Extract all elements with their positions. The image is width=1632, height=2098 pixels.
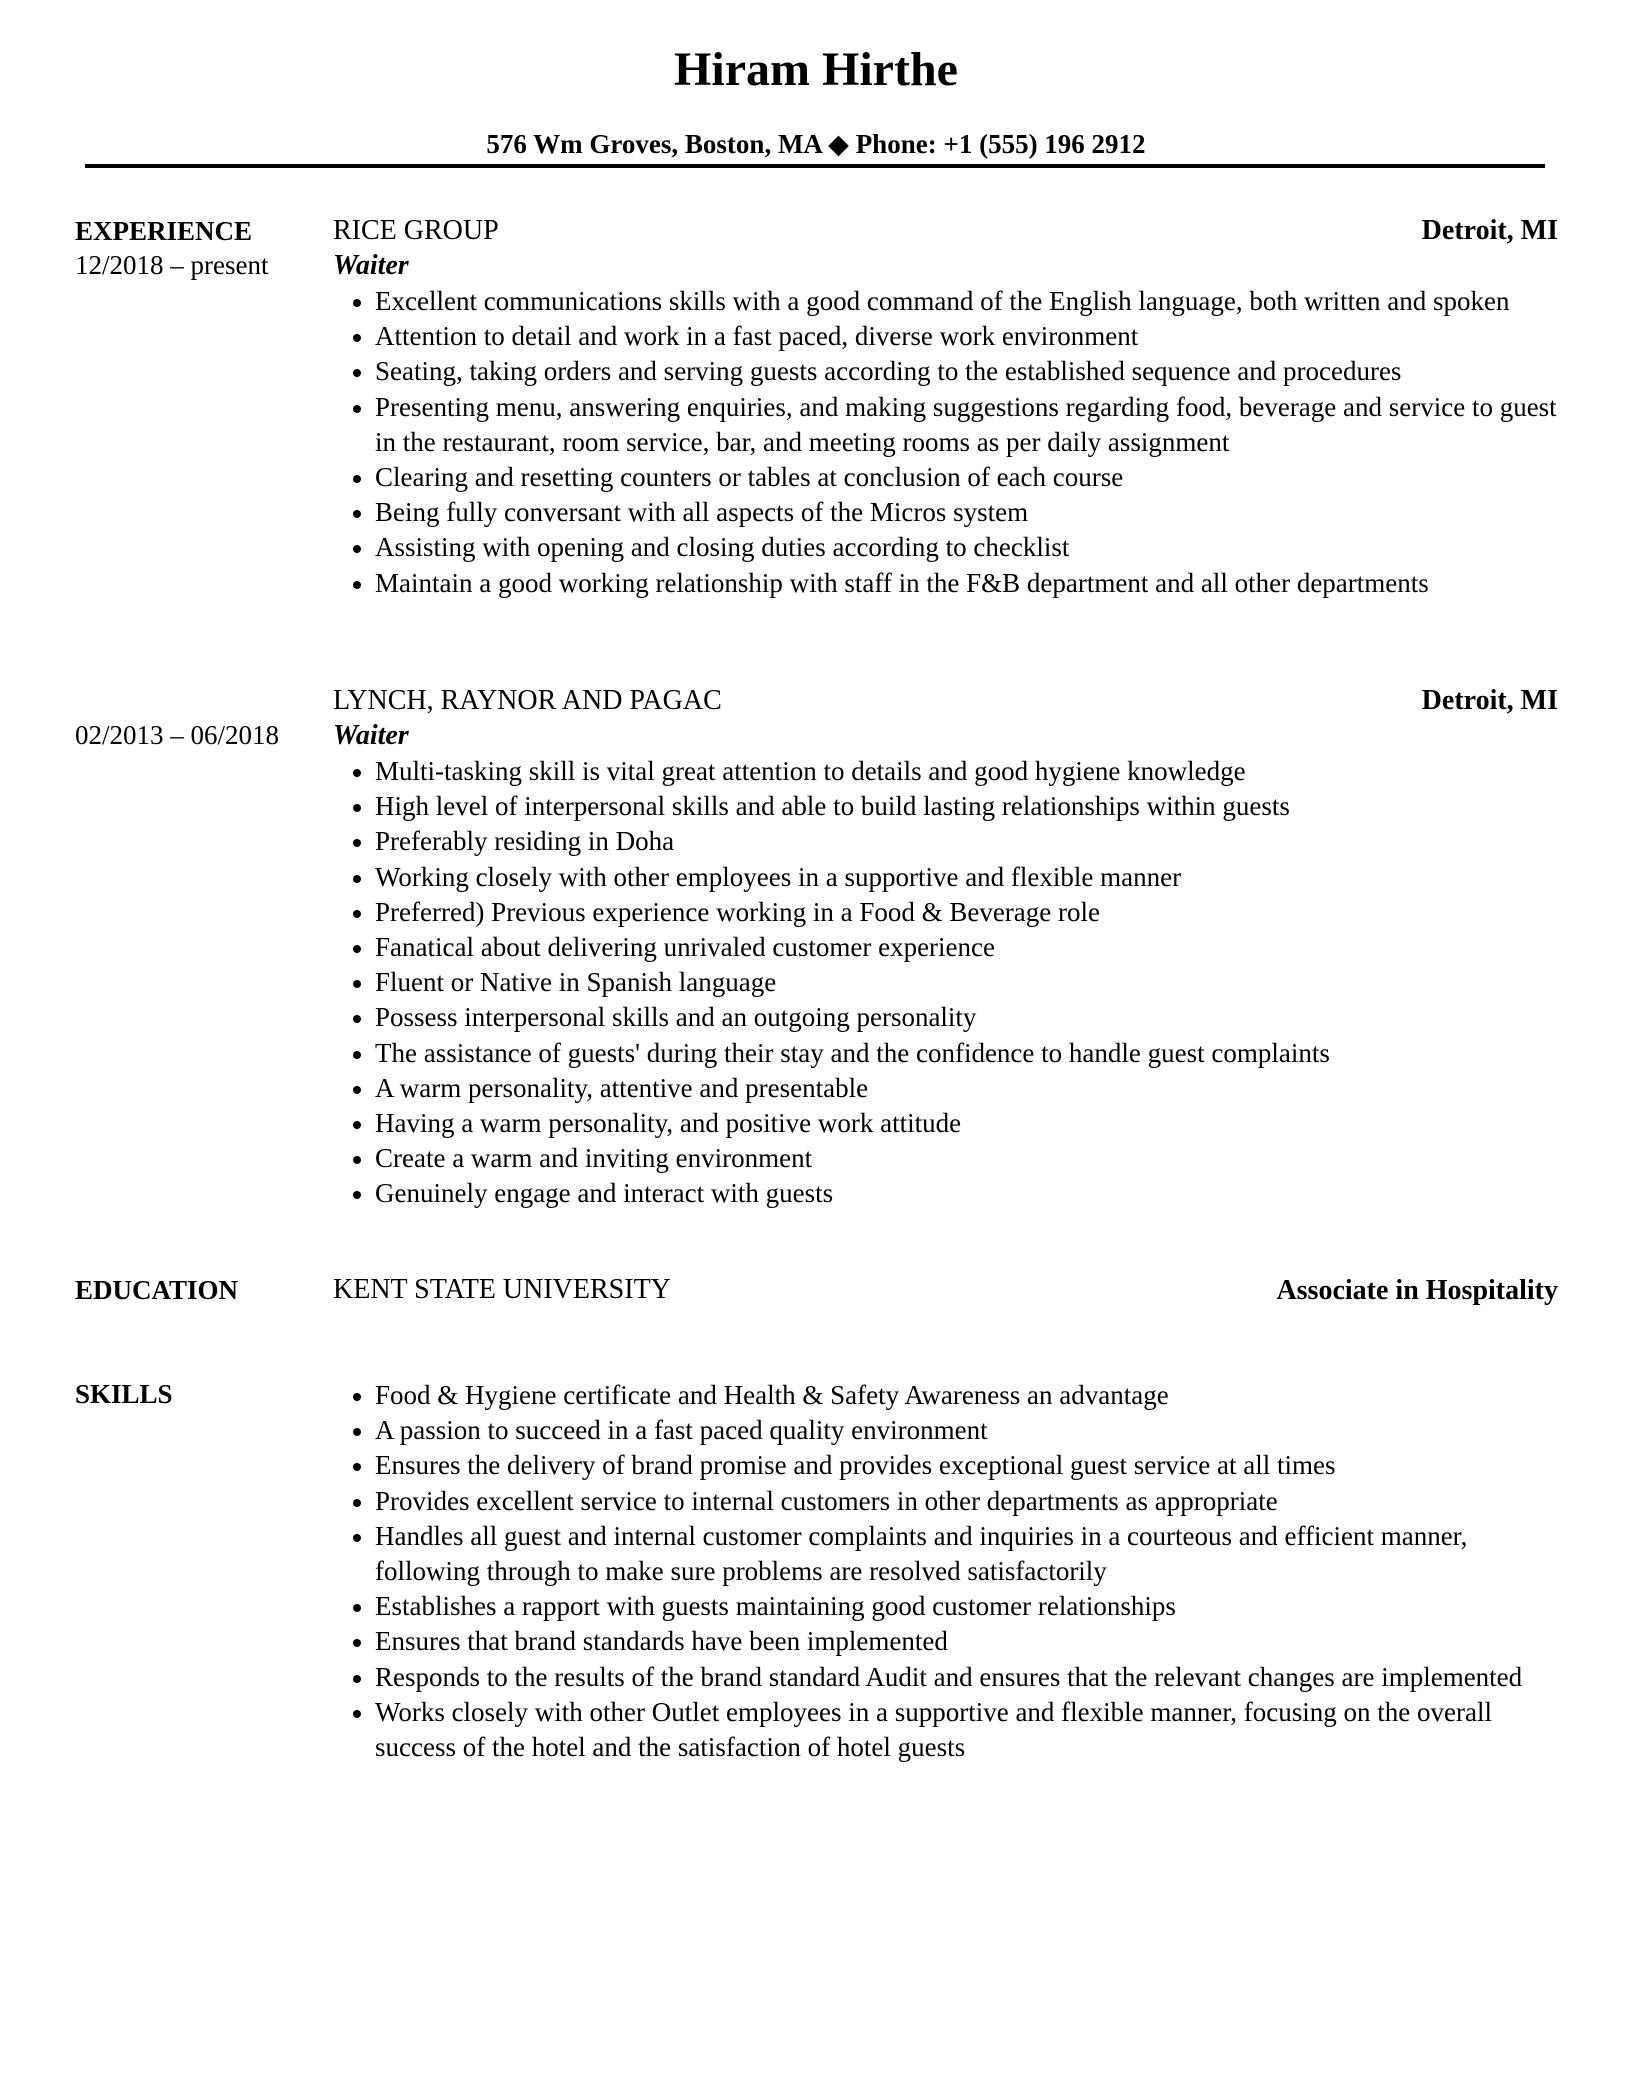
job-bullet: Genuinely engage and interact with guests xyxy=(333,1176,1563,1211)
job-company: RICE GROUP xyxy=(333,215,499,246)
job-bullet: Create a warm and inviting environment xyxy=(333,1141,1563,1176)
skills-bullet-list xyxy=(333,1378,1563,1765)
job-bullet: Assisting with opening and closing duties according to checklist xyxy=(333,530,1563,565)
job-bullet: Multi-tasking skill is vital great attention to details and good hygiene knowledge xyxy=(333,754,1563,789)
job-bullet: Having a warm personality, and positive work attitude xyxy=(333,1106,1563,1141)
job-bullet: Attention to detail and work in a fast paced, diverse work environment xyxy=(333,319,1563,354)
job-bullet: High level of interpersonal skills and able to build lasting relationships within guests xyxy=(333,789,1563,824)
skill-bullet: Provides excellent service to internal customers in other departments as appropriate xyxy=(333,1484,1563,1519)
job-location: Detroit, MI xyxy=(1421,215,1558,246)
job-bullet: Maintain a good working relationship with staff in the F&B department and all other departments xyxy=(333,566,1563,601)
education-degree: Associate in Hospitality xyxy=(1276,1275,1558,1306)
job-bullet: Preferably residing in Doha xyxy=(333,824,1563,859)
job-bullet: Clearing and resetting counters or tables at conclusion of each course xyxy=(333,460,1563,495)
skills-heading: SKILLS xyxy=(75,1379,173,1409)
job-bullet: Preferred) Previous experience working in a Food & Beverage role xyxy=(333,895,1563,930)
job-bullet: The assistance of guests' during their stay and the confidence to handle guest complaints xyxy=(333,1036,1563,1071)
skill-bullet: Ensures that brand standards have been implemented xyxy=(333,1624,1563,1659)
job-dates: 02/2013 – 06/2018 xyxy=(75,720,280,750)
skill-bullet: Establishes a rapport with guests maintaining good customer relationships xyxy=(333,1589,1563,1624)
skill-bullet: Responds to the results of the brand standard Audit and ensures that the relevant changes are implemented xyxy=(333,1660,1563,1695)
skill-bullet: Ensures the delivery of brand promise and provides exceptional guest service at all times xyxy=(333,1448,1563,1483)
skill-bullet: Handles all guest and internal customer complaints and inquiries in a courteous and efficient manner, following through to make sure problems are resolved satisfactorily xyxy=(333,1519,1563,1589)
candidate-name: Hiram Hirthe xyxy=(674,43,958,96)
job-dates: 12/2018 – present xyxy=(75,250,269,280)
contact-line: 576 Wm Groves, Boston, MA ◆ Phone: +1 (555) 196 2912 xyxy=(486,129,1146,159)
job-bullet: A warm personality, attentive and presentable xyxy=(333,1071,1563,1106)
job-bullet: Seating, taking orders and serving guests according to the established sequence and procedures xyxy=(333,354,1563,389)
job-title: Waiter xyxy=(333,720,409,751)
job-bullet: Fanatical about delivering unrivaled customer experience xyxy=(333,930,1563,965)
job-bullet: Possess interpersonal skills and an outgoing personality xyxy=(333,1000,1563,1035)
job-company: LYNCH, RAYNOR AND PAGAC xyxy=(333,685,722,716)
job-location: Detroit, MI xyxy=(1421,685,1558,716)
skill-bullet: Food & Hygiene certificate and Health & Safety Awareness an advantage xyxy=(333,1378,1563,1413)
job-bullet-list xyxy=(333,754,1563,1212)
job-bullet: Fluent or Native in Spanish language xyxy=(333,965,1563,1000)
header-divider xyxy=(85,164,1545,168)
skill-bullet: Works closely with other Outlet employees in a supportive and flexible manner, focusing on the overall success of the hotel and the satisfaction of hotel guests xyxy=(333,1695,1563,1765)
education-heading: EDUCATION xyxy=(75,1275,239,1305)
job-bullet: Being fully conversant with all aspects of the Micros system xyxy=(333,495,1563,530)
skill-bullet: A passion to succeed in a fast paced quality environment xyxy=(333,1413,1563,1448)
experience-heading: EXPERIENCE xyxy=(75,216,253,246)
job-bullet: Working closely with other employees in a supportive and flexible manner xyxy=(333,860,1563,895)
job-bullet: Excellent communications skills with a good command of the English language, both written and spoken xyxy=(333,284,1563,319)
job-bullet: Presenting menu, answering enquiries, and making suggestions regarding food, beverage and service to guest in the restaurant, room service, bar, and meeting rooms as per daily assignment xyxy=(333,390,1563,460)
education-school: KENT STATE UNIVERSITY xyxy=(333,1274,671,1305)
job-bullet-list xyxy=(333,284,1563,601)
job-title: Waiter xyxy=(333,250,409,281)
